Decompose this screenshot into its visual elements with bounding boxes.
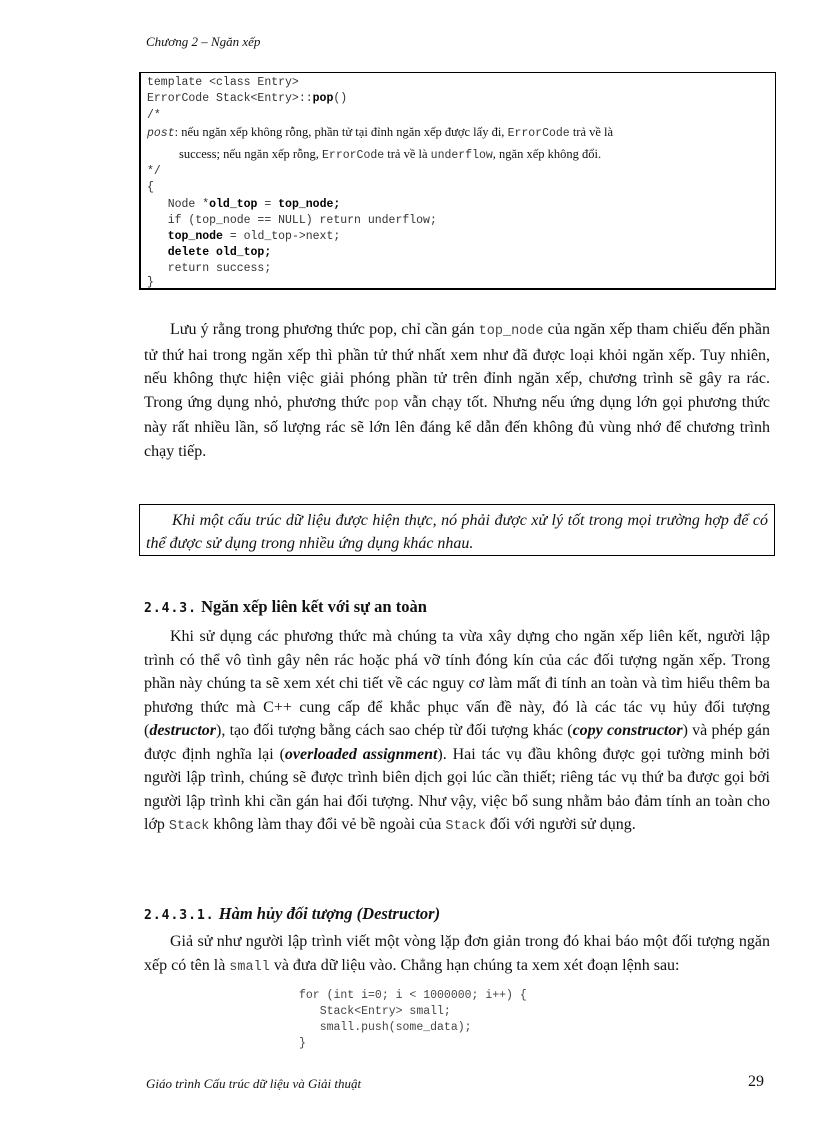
code-line: for (int i=0; i < 1000000; i++) { [299,989,527,1002]
code-line: delete old_top; [167,246,272,259]
code-line: Node *old_top = top_node; [147,198,341,211]
code-line: if (top_node == NULL) return underflow; [147,214,437,227]
code-line: return success; [147,262,272,275]
code-line: */ [147,165,161,178]
section-heading-2-4-3: 2.4.3. Ngăn xếp liên kết với sự an toàn [144,597,427,616]
footer-book-title: Giáo trình Cấu trúc dữ liệu và Giải thuật [146,1076,362,1091]
code-line: small.push(some_data); [299,1021,472,1034]
code-block-pop [139,72,776,290]
code-line: top_node = old_top->next; [167,230,341,243]
paragraph-destructor: Giả sử như người lập trình viết một vòng lặp đơn giản trong đó khai báo một đối tượng ngăn xếp có tên là small và đưa dữ liệu vào. Chẳng hạn chúng ta xem xét đoạn lệnh sau: [144,933,770,975]
page-number: 29 [748,1073,764,1090]
code-line: { [147,181,154,194]
postcondition-comment: post: nếu ngăn xếp không rỗng, phần tử tại đỉnh ngăn xếp được lấy đi, ErrorCode trả về là [147,125,614,140]
code-line: template <class Entry> [147,76,299,89]
paragraph-safety: Khi sử dụng các phương thức mà chúng ta vừa xây dựng cho ngăn xếp liên kết, người lập trình có thể vô tình gây nên rác hoặc phá vỡ tính đóng kín của các đối tượng ngăn xếp. Trong phần này chúng ta sẽ xem xét chi tiết về các nguy cơ làm mất đi tính an toàn và tìm hiểu thêm ba phương thức mà C++ cung cấp để khắc phục vấn đề này, đó là các tác vụ hủy đối tượng (destructor), tạo đối tượng bằng cách sao chép từ đối tượng khác (copy constructor) và phép gán được định nghĩa lại (overloaded assignment). Hai tác vụ đầu không được gọi tường minh bởi người lập trình, chúng sẽ được trình biên dịch gọi lúc cần thiết; riêng tác vụ thứ ba được gọi bởi người lập trình khi cần gán hai đối tượng. Như vậy, việc bổ sung nhằm bảo đảm tính an toàn cho lớp Stack không làm thay đổi vẻ bề ngoài của Stack đối với người sử dụng. [144,628,771,834]
code-line: Stack<Entry> small; [299,1005,451,1018]
paragraph-pop-note: Lưu ý rằng trong phương thức pop, chỉ cần gán top_node của ngăn xếp tham chiếu đến phần tử thứ hai trong ngăn xếp thì phần tử thứ nhất xem như đã được loại khỏi ngăn xếp. Tuy nhiên, nếu không thực hiện việc giải phóng phần tử trên đỉnh ngăn xếp, chương trình sẽ gây ra rác. Trong ứng dụng nhỏ, phương thức pop vẫn chạy tốt. Nhưng nếu ứng dụng lớn gọi phương thức này rất nhiều lần, số lượng rác sẽ lớn lên đáng kể dẫn đến không đủ vùng nhớ để chương trình chạy tiếp. [144,321,771,460]
code-line: /* [147,109,161,122]
note-box [139,504,775,556]
code-line: } [147,276,154,289]
note-text: Khi một cấu trúc dữ liệu được hiện thực, nó phải được xử lý tốt trong mọi trường hợp để có thể được sử dụng trong nhiều ứng dụng khác nhau. [146,512,768,552]
running-header: Chương 2 – Ngăn xếp [146,34,261,49]
code-line: ErrorCode Stack<Entry>::pop() [147,92,348,105]
code-line: } [299,1037,306,1050]
section-heading-2-4-3-1: 2.4.3.1. Hàm hủy đối tượng (Destructor) [144,904,441,923]
postcondition-comment-cont: success; nếu ngăn xếp rỗng, ErrorCode trả về là underflow, ngăn xếp không đổi. [179,147,602,162]
